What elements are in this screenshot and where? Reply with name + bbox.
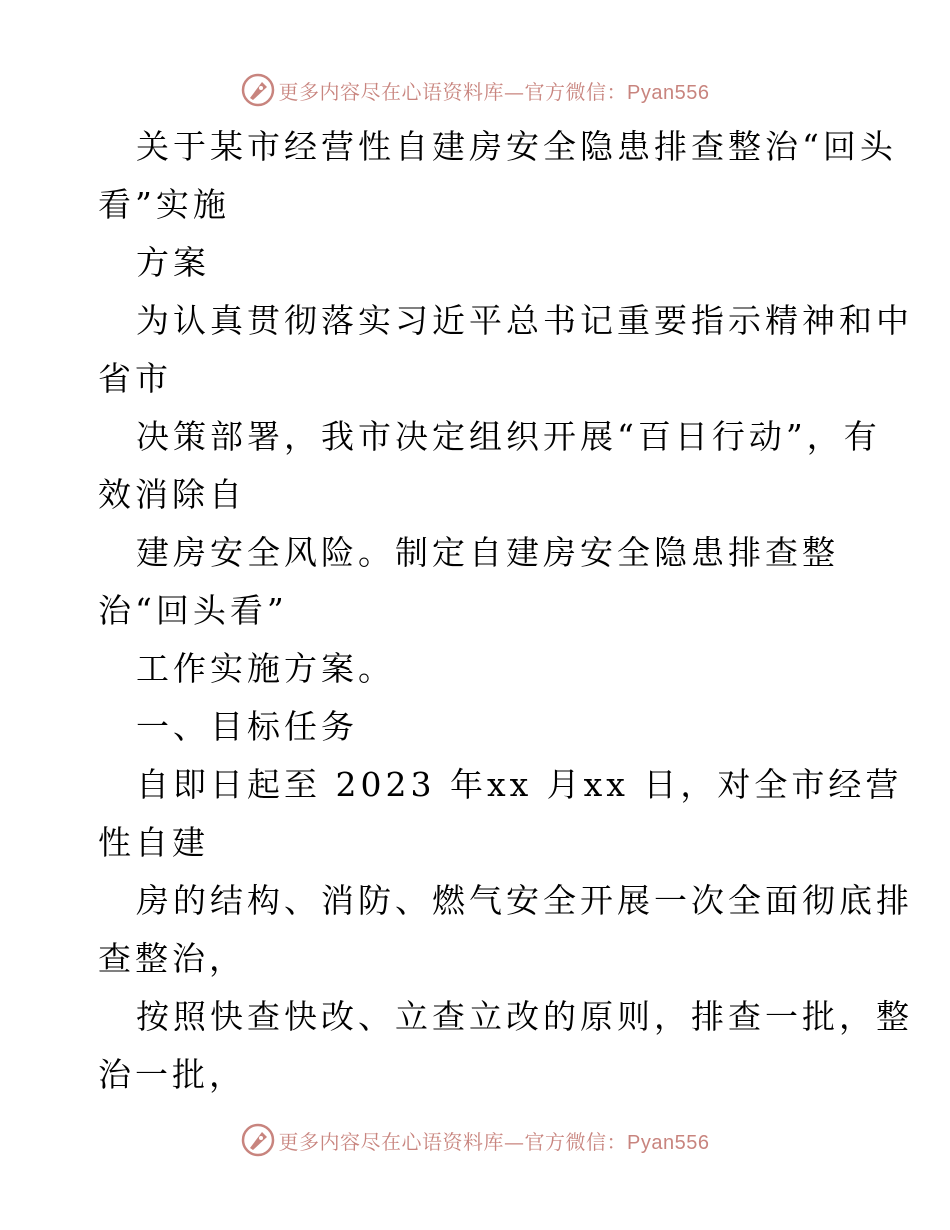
paragraph-line: 治“回头看” xyxy=(98,591,288,630)
paragraph-line: 按照快查快改、立查立改的原则，排查一批，整 xyxy=(136,997,913,1036)
paragraph-line: 房的结构、消防、燃气安全开展一次全面彻底排 xyxy=(136,881,913,920)
paragraph-line: 工作实施方案。 xyxy=(136,649,395,688)
footer-site-name: 更多内容尽在心语资料库 xyxy=(278,1129,505,1154)
pen-nib-logo-icon xyxy=(241,73,275,107)
paragraph-line: 自即日起至 2023 年xx 月xx 日，对全市经营 xyxy=(136,765,903,804)
paragraph-line: 查整治， xyxy=(98,939,246,978)
paragraph-line: 为认真贯彻落实习近平总书记重要指示精神和中 xyxy=(136,301,913,340)
paragraph-line: 效消除自 xyxy=(98,475,246,514)
footer-wechat-id: Pyan556 xyxy=(627,1131,710,1154)
footer-banner xyxy=(0,1120,950,1160)
header-wechat-label: 官方微信： xyxy=(524,79,628,104)
header-wechat-id: Pyan556 xyxy=(627,81,710,104)
footer-wechat-label: 官方微信： xyxy=(524,1129,628,1154)
document-title-line: 看”实施 xyxy=(98,185,230,224)
pen-nib-logo-icon xyxy=(241,1123,275,1157)
paragraph-line: 治一批， xyxy=(98,1055,246,1094)
paragraph-line: 省市 xyxy=(98,359,172,398)
paragraph-line: 决策部署，我市决定组织开展“百日行动”，有 xyxy=(136,417,881,456)
paragraph-line: 建房安全风险。制定自建房安全隐患排查整 xyxy=(136,533,839,572)
footer-separator: — xyxy=(504,1129,525,1154)
header-banner-text xyxy=(279,76,710,105)
section-heading: 一、目标任务 xyxy=(136,707,358,746)
header-site-name: 更多内容尽在心语资料库 xyxy=(278,79,505,104)
paragraph-line: 性自建 xyxy=(98,823,209,862)
document-title-line: 方案 xyxy=(136,243,210,282)
header-separator: — xyxy=(504,79,525,104)
footer-banner-text xyxy=(279,1126,710,1155)
document-title-line: 关于某市经营性自建房安全隐患排查整治“回头 xyxy=(136,127,897,166)
header-banner xyxy=(0,70,950,110)
